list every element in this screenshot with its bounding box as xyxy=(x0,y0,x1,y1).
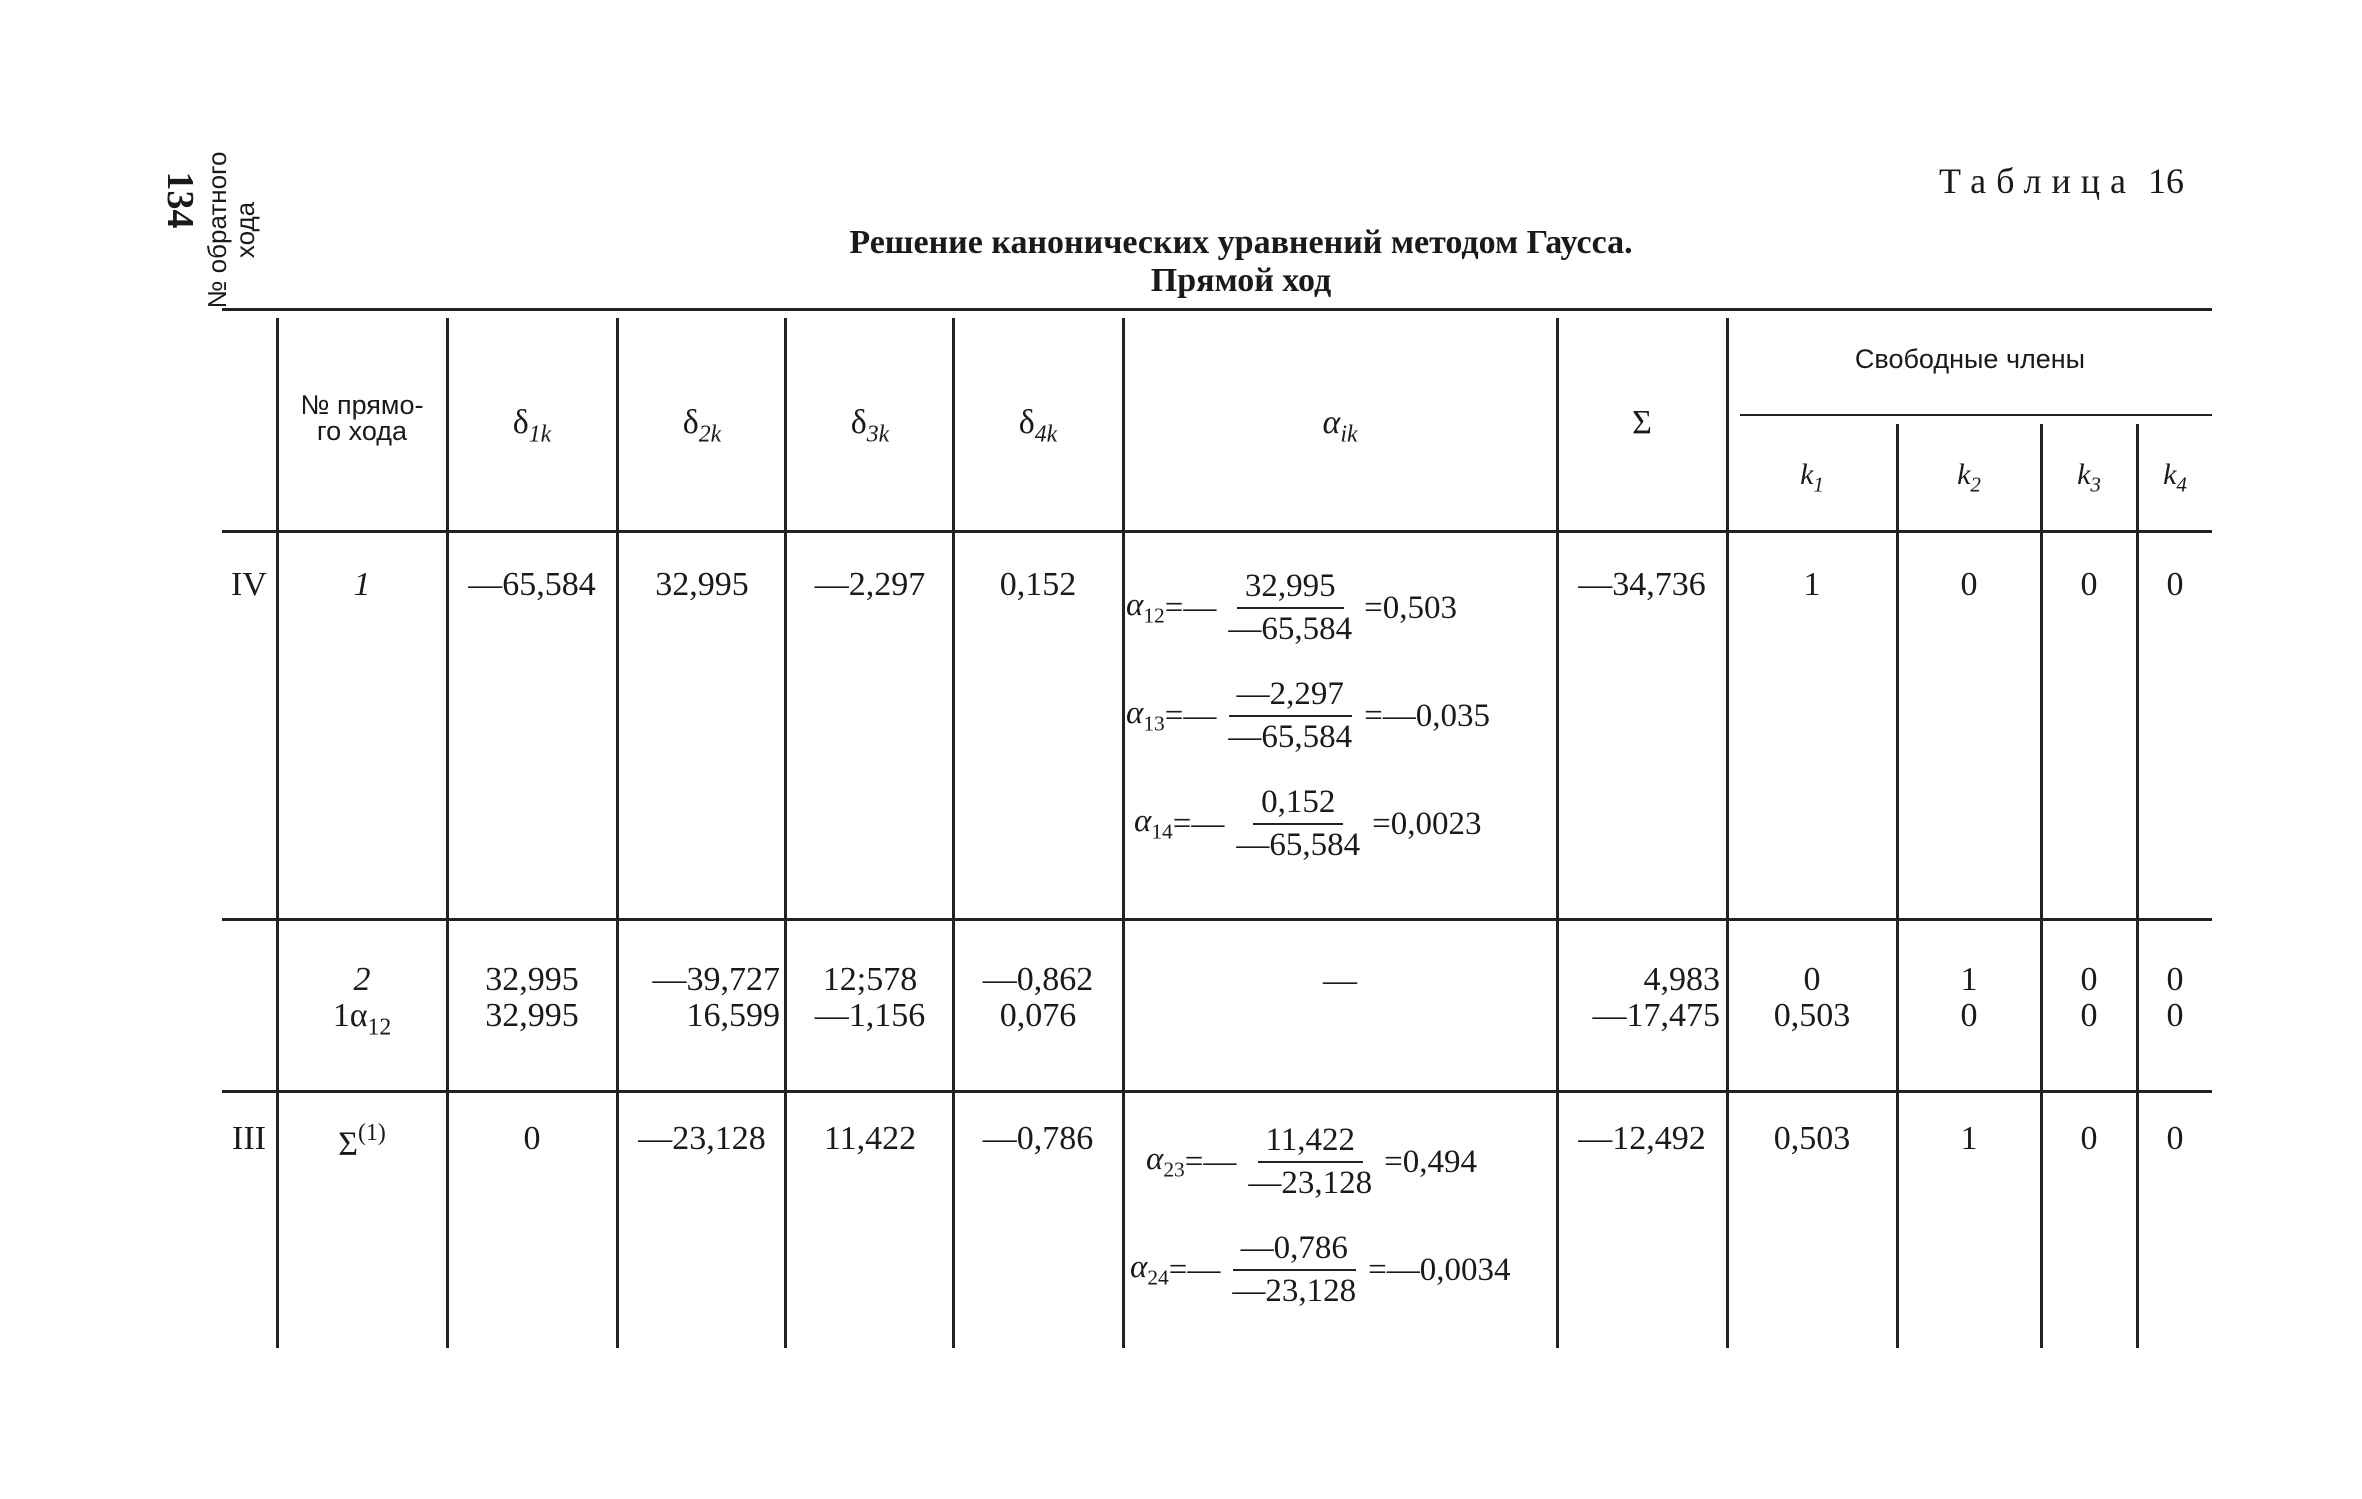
row3-d3: 11,422 xyxy=(823,1120,917,1157)
row2-sigma xyxy=(1558,962,1726,1034)
alpha-13-numerator: —2,297 xyxy=(1229,676,1352,717)
header-k3-symbol: k xyxy=(2077,458,2091,491)
row2-k3-b: 0 xyxy=(2080,997,2098,1034)
row2-sigma-a: 4,983 xyxy=(1643,961,1720,998)
header-delta-4k xyxy=(954,404,1122,448)
alpha-24-eq: =— xyxy=(1168,1251,1221,1288)
alpha-12-eq: =— xyxy=(1164,589,1217,626)
header-sigma: Σ xyxy=(1632,404,1652,441)
row2-d4-a: —0,862 xyxy=(982,961,1094,998)
alpha-23-denominator: —23,128 xyxy=(1248,1165,1373,1201)
alpha-24-symbol: α xyxy=(1130,1249,1148,1286)
alpha-14-numerator: 0,152 xyxy=(1253,784,1343,825)
header-k2 xyxy=(1898,458,2040,497)
alpha-12-formula xyxy=(1126,568,1457,648)
table-label xyxy=(1939,160,2184,202)
header-k1-sub: 1 xyxy=(1813,472,1824,497)
header-k3-sub: 3 xyxy=(2090,472,2101,497)
alpha-24-fraction xyxy=(1224,1230,1364,1310)
alpha-23-formula xyxy=(1146,1122,1477,1202)
rule-row1-bottom xyxy=(222,918,2212,921)
alpha-13-label xyxy=(1126,695,1165,737)
header-back-pass-line1: № обратного xyxy=(202,151,232,309)
row1-back-pass: IV xyxy=(231,566,267,603)
row3-k3: 0 xyxy=(2080,1120,2098,1157)
alpha-14-result: =0,0023 xyxy=(1372,805,1482,842)
rule-row2-bottom xyxy=(222,1090,2212,1093)
table-subtitle: Прямой ход xyxy=(1150,262,1332,299)
header-delta-3k-symbol: δ xyxy=(850,404,867,441)
row1-d2: 32,995 xyxy=(655,566,749,603)
col-rule-7 xyxy=(1556,318,1559,1348)
row3-back-pass: III xyxy=(232,1120,266,1157)
header-delta-4k-sub: 4k xyxy=(1034,421,1058,448)
table-title: Решение канонических уравнений методом Гаусса. xyxy=(849,224,1633,261)
row2-d4-b: 0,076 xyxy=(999,997,1077,1034)
alpha-23-eq: =— xyxy=(1184,1143,1237,1180)
row3-k2: 1 xyxy=(1960,1120,1978,1157)
header-forward-pass xyxy=(278,392,446,444)
row2-k4-b: 0 xyxy=(2166,997,2184,1034)
row2-forward-b xyxy=(278,998,446,1045)
col-rule-3 xyxy=(616,318,619,1348)
alpha-12-sub: 12 xyxy=(1143,603,1165,628)
alpha-12-label xyxy=(1126,587,1165,629)
alpha-24-denominator: —23,128 xyxy=(1232,1273,1357,1309)
alpha-24-numerator: —0,786 xyxy=(1233,1230,1356,1271)
row3-forward-pass xyxy=(278,1120,446,1163)
alpha-13-eq: =— xyxy=(1164,697,1217,734)
row2-forward-pass xyxy=(278,962,446,1045)
header-k1 xyxy=(1728,458,1896,497)
alpha-14-sub: 14 xyxy=(1151,819,1173,844)
header-delta-1k-sub: 1k xyxy=(528,421,552,448)
header-k3 xyxy=(2042,458,2136,497)
alpha-13-sub: 13 xyxy=(1143,711,1165,736)
row1-d1: —65,584 xyxy=(468,566,596,603)
row2-k4 xyxy=(2138,962,2212,1034)
col-rule-5 xyxy=(952,318,955,1348)
col-rule-1 xyxy=(276,318,279,1348)
alpha-23-fraction xyxy=(1240,1122,1380,1202)
alpha-24-sub: 24 xyxy=(1147,1265,1169,1290)
table-label-word: Таблица xyxy=(1939,161,2136,201)
alpha-23-label xyxy=(1146,1141,1185,1183)
header-k4 xyxy=(2138,458,2212,497)
row2-d1-b: 32,995 xyxy=(485,997,579,1034)
header-back-pass xyxy=(203,130,263,330)
col-rule-6 xyxy=(1122,318,1125,1348)
row3-forward-sup: (1) xyxy=(358,1120,386,1146)
alpha-12-numerator: 32,995 xyxy=(1237,568,1344,609)
row3-d2: —23,128 xyxy=(638,1120,766,1157)
alpha-14-fraction xyxy=(1228,784,1368,864)
row1-k1: 1 xyxy=(1803,566,1821,603)
row3-sigma: —12,492 xyxy=(1578,1120,1706,1157)
row2-d2-a: —39,727 xyxy=(652,961,780,998)
row2-forward-b-sub: 12 xyxy=(367,1014,392,1041)
header-k4-sub: 4 xyxy=(2176,472,2187,497)
header-k1-symbol: k xyxy=(1800,458,1814,491)
col-rule-2 xyxy=(446,318,449,1348)
col-rule-10 xyxy=(2040,424,2043,1348)
header-delta-1k xyxy=(448,404,616,448)
row3-d1: 0 xyxy=(523,1120,541,1157)
row1-sigma: —34,736 xyxy=(1578,566,1706,603)
alpha-14-symbol: α xyxy=(1134,803,1152,840)
alpha-14-eq: =— xyxy=(1172,805,1225,842)
row2-forward-b-main: 1α xyxy=(332,997,368,1034)
row2-alpha: — xyxy=(1323,962,1357,999)
header-k2-symbol: k xyxy=(1957,458,1971,491)
row2-k1-b: 0,503 xyxy=(1773,997,1851,1034)
alpha-13-denominator: —65,584 xyxy=(1228,719,1353,755)
header-delta-1k-symbol: δ xyxy=(512,404,529,441)
row1-k4: 0 xyxy=(2166,566,2184,603)
row2-d1 xyxy=(448,962,616,1034)
col-rule-9 xyxy=(1896,424,1899,1348)
alpha-12-result: =0,503 xyxy=(1364,589,1458,626)
row2-k4-a: 0 xyxy=(2166,961,2184,998)
header-delta-3k-sub: 3k xyxy=(866,421,890,448)
header-delta-4k-symbol: δ xyxy=(1018,404,1035,441)
alpha-23-numerator: 11,422 xyxy=(1258,1122,1364,1163)
alpha-12-denominator: —65,584 xyxy=(1228,611,1353,647)
alpha-23-symbol: α xyxy=(1146,1141,1164,1178)
header-k2-sub: 2 xyxy=(1970,472,1981,497)
row2-forward-a: 2 xyxy=(353,961,371,998)
header-forward-line2: го хода xyxy=(316,416,408,446)
row3-forward-main: Σ xyxy=(338,1125,359,1163)
alpha-24-result: =—0,0034 xyxy=(1368,1251,1511,1288)
header-delta-2k xyxy=(618,404,786,448)
alpha-13-symbol: α xyxy=(1126,695,1144,732)
alpha-12-fraction xyxy=(1220,568,1360,648)
row2-d3-b: —1,156 xyxy=(814,997,926,1034)
rule-free-terms xyxy=(1740,414,2212,416)
row2-sigma-b: —17,475 xyxy=(1592,997,1720,1034)
page-number: 134 xyxy=(159,171,201,229)
rule-header-bottom xyxy=(222,530,2212,533)
row3-k1: 0,503 xyxy=(1773,1120,1851,1157)
row2-k1 xyxy=(1728,962,1896,1034)
row3-d4: —0,786 xyxy=(982,1120,1094,1157)
row2-d1-a: 32,995 xyxy=(485,961,579,998)
row2-d2 xyxy=(618,962,786,1034)
row2-d3 xyxy=(786,962,954,1034)
row2-k2-b: 0 xyxy=(1960,997,1978,1034)
rule-top xyxy=(222,308,2212,311)
header-alpha-symbol: α xyxy=(1322,404,1341,441)
header-delta-2k-sub: 2k xyxy=(698,421,722,448)
row1-d4: 0,152 xyxy=(999,566,1077,603)
header-alpha-sub: ik xyxy=(1340,421,1358,448)
header-forward-line1: № прямо- xyxy=(300,390,424,420)
row2-k2 xyxy=(1898,962,2040,1034)
table-number: 16 xyxy=(2148,161,2184,201)
row2-d4 xyxy=(954,962,1122,1034)
row1-d3: —2,297 xyxy=(814,566,926,603)
alpha-24-label xyxy=(1130,1249,1169,1291)
col-rule-11 xyxy=(2136,424,2139,1348)
row2-k3-a: 0 xyxy=(2080,961,2098,998)
col-rule-4 xyxy=(784,318,787,1348)
row2-k3 xyxy=(2042,962,2136,1034)
header-delta-2k-symbol: δ xyxy=(682,404,699,441)
header-free-terms: Свободные члены xyxy=(1854,344,2086,374)
row2-k1-a: 0 xyxy=(1803,961,1821,998)
alpha-24-formula xyxy=(1130,1230,1511,1310)
alpha-13-result: =—0,035 xyxy=(1364,697,1491,734)
alpha-14-denominator: —65,584 xyxy=(1236,827,1361,863)
row2-k2-a: 1 xyxy=(1960,961,1978,998)
alpha-14-formula xyxy=(1134,784,1482,864)
header-alpha-ik xyxy=(1124,404,1556,448)
alpha-13-formula xyxy=(1126,676,1490,756)
alpha-12-symbol: α xyxy=(1126,587,1144,624)
header-k4-symbol: k xyxy=(2163,458,2177,491)
row2-d2-b: 16,599 xyxy=(686,997,780,1034)
alpha-14-label xyxy=(1134,803,1173,845)
alpha-13-fraction xyxy=(1220,676,1360,756)
alpha-23-result: =0,494 xyxy=(1384,1143,1478,1180)
row3-k4: 0 xyxy=(2166,1120,2184,1157)
alpha-23-sub: 23 xyxy=(1163,1157,1185,1182)
row1-forward-pass: 1 xyxy=(353,566,371,603)
header-back-pass-line2: хода xyxy=(230,201,260,259)
row1-k3: 0 xyxy=(2080,566,2098,603)
header-delta-3k xyxy=(786,404,954,448)
row1-k2: 0 xyxy=(1960,566,1978,603)
row2-d3-a: 12;578 xyxy=(822,961,918,998)
